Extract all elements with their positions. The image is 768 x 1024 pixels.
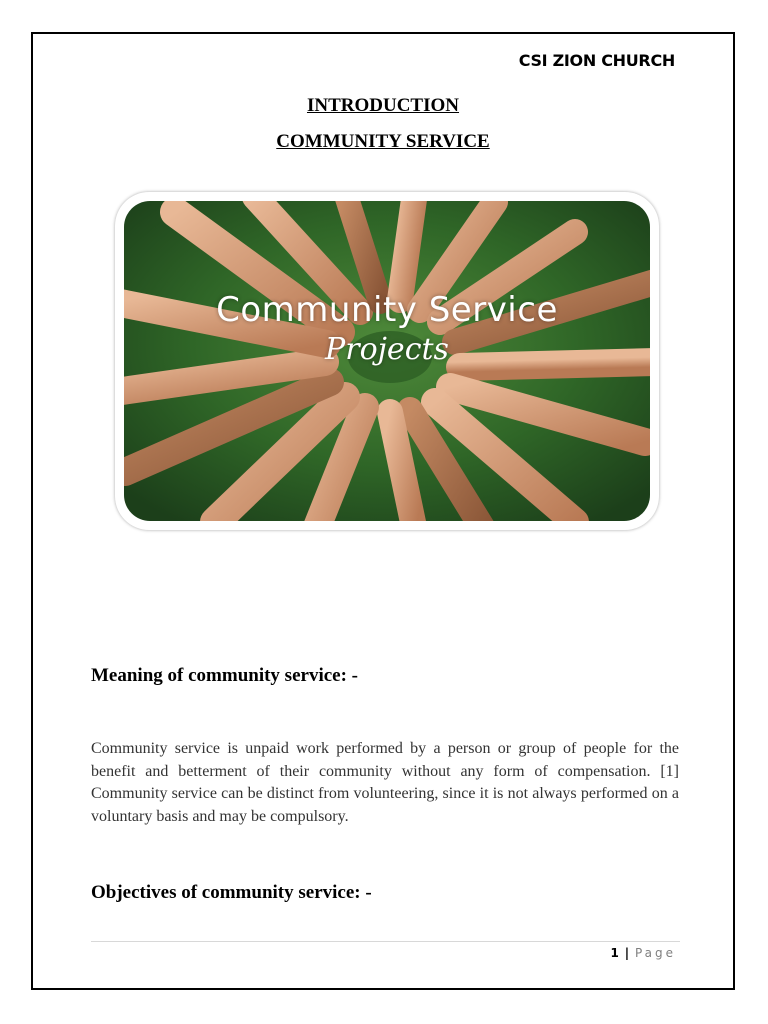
page-number: 1 bbox=[610, 946, 619, 960]
meaning-paragraph: Community service is unpaid work performed by a person or group of people for the benefit and betterment of their community without any form of compensation. [1] Community service can be distinct from volunteering, since it is not always performed on a voluntary basis and may be compulsory. bbox=[91, 740, 679, 825]
header-organization: CSI ZION CHURCH bbox=[518, 51, 675, 70]
photo-caption-title: Community Service bbox=[216, 290, 558, 330]
community-service-photo bbox=[115, 192, 659, 530]
page-footer bbox=[611, 946, 676, 960]
footer-divider bbox=[91, 941, 680, 942]
photo-caption-subtitle: Projects bbox=[325, 332, 449, 367]
page-label: Page bbox=[634, 946, 676, 960]
objectives-heading: Objectives of community service: - bbox=[91, 882, 372, 903]
document-title: INTRODUCTION bbox=[306, 95, 460, 116]
page-separator: | bbox=[624, 946, 630, 960]
document-subtitle: COMMUNITY SERVICE bbox=[276, 131, 490, 152]
document-page bbox=[31, 32, 735, 990]
meaning-heading: Meaning of community service: - bbox=[91, 665, 358, 686]
